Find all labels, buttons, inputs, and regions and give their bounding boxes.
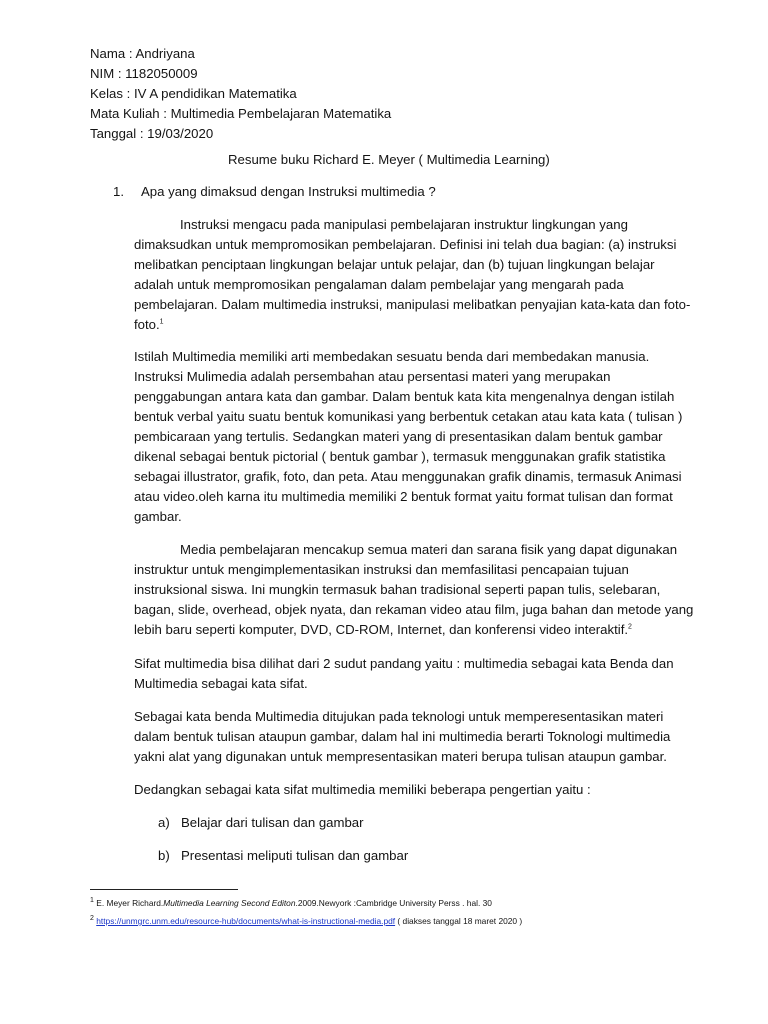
- footnote-1-author: E. Meyer Richard.: [96, 898, 164, 908]
- footnote-2-note: ( diakses tanggal 18 maret 2020 ): [395, 916, 523, 926]
- paragraph-3-line: bagan, slide, overhead, objek nyata, dan rekaman video atau film, juga bahan dan metode yang: [134, 602, 694, 617]
- list-item-b: Presentasi meliputi tulisan dan gambar: [181, 848, 409, 863]
- paragraph-1-last-text: foto.: [134, 317, 160, 332]
- footnote-ref-2[interactable]: 2: [628, 623, 632, 631]
- paragraph-5-line: dalam bentuk tulisan ataupun gambar, dalam hal ini multimedia berarti Toknologi multimedia: [134, 729, 671, 744]
- footnote-2-mark: 2: [90, 915, 94, 923]
- paragraph-5-line: yakni alat yang digunakan untuk mempresentasikan materi berupa tulisan ataupun gambar.: [134, 749, 667, 764]
- footnote-2-link[interactable]: https://unmgrc.unm.edu/resource-hub/documents/what-is-instructional-media.pdf: [96, 916, 396, 926]
- paragraph-1-line: Instruksi mengacu pada manipulasi pembelajaran instruktur lingkungan yang: [180, 217, 628, 232]
- paragraph-3-line: instruktur untuk mengimplementasikan instruksi dan memfasilitasi pencapaian tujuan: [134, 562, 629, 577]
- paragraph-1-line: adalah untuk mempromosikan pengalaman dalam pembelajar yang mengarah pada: [134, 277, 624, 292]
- paragraph-2-line: Istilah Multimedia memiliki arti membedakan sesuatu benda dari membedakan manusia.: [134, 349, 650, 364]
- footnote-1: [90, 898, 492, 909]
- paragraph-3-line: [134, 622, 632, 638]
- date-info: Tanggal : 19/03/2020: [90, 126, 214, 141]
- paragraph-2-line: sebagai illustrator, grafik, foto, dan peta. Atau menggunakan grafik dinamis, termasuk Animasi: [134, 469, 682, 484]
- paragraph-2-line: dikenal sebagai bentuk pictorial ( bentuk gambar ), termasuk menggunakan grafik statistika: [134, 449, 666, 464]
- paragraph-3-line: instruksional siswa. Ini mungkin termasuk bahan tradisional seperti papan tulis, selebaran,: [134, 582, 661, 597]
- paragraph-2-line: gambar.: [134, 509, 182, 524]
- class-info: Kelas : IV A pendidikan Matematika: [90, 86, 297, 101]
- paragraph-1-line: pembelajaran. Dalam multimedia instruksi, manipulasi melibatkan penyajian kata-kata dan foto-: [134, 297, 691, 312]
- list-marker-b: b): [158, 848, 170, 863]
- paragraph-1-line: dimaksudkan untuk mempromosikan pembelajaran. Definisi ini telah dua bagian: (a) instruksi: [134, 237, 677, 252]
- paragraph-2-line: penggabungan antara kata dan gambar. Dalam bentuk kata kita mengenalnya dengan istilah: [134, 389, 675, 404]
- paragraph-2-line: atau video.oleh karna itu multimedia memiliki 2 bentuk format yaitu format tulisan dan format: [134, 489, 673, 504]
- student-name: Nama : Andriyana: [90, 46, 195, 61]
- footnote-2: [90, 916, 522, 927]
- footnote-1-mark: 1: [90, 897, 94, 905]
- footnote-1-rest: .2009.Newyork :Cambridge University Perss . hal. 30: [295, 898, 492, 908]
- paragraph-4-line: Multimedia sebagai kata sifat.: [134, 676, 308, 691]
- paragraph-5-line: Sebagai kata benda Multimedia ditujukan pada teknologi untuk memperesentasikan materi: [134, 709, 664, 724]
- question-text: Apa yang dimaksud dengan Instruksi multimedia ?: [141, 184, 436, 199]
- paragraph-3-last-text: lebih baru seperti komputer, DVD, CD-ROM, Internet, dan konferensi video interaktif.: [134, 622, 629, 637]
- footnote-separator: [90, 889, 238, 890]
- list-item-a: Belajar dari tulisan dan gambar: [181, 815, 364, 830]
- paragraph-2-line: bentuk verbal yaitu suatu bentuk komunikasi yang berbentuk cetakan atau kata kata ( tulisan ): [134, 409, 683, 424]
- course-info: Mata Kuliah : Multimedia Pembelajaran Matematika: [90, 106, 392, 121]
- paragraph-2-line: Instruksi Mulimedia adalah persembahan atau persentasi materi yang merupakan: [134, 369, 611, 384]
- paragraph-1-line: melibatkan penciptaan lingkungan belajar untuk pelajar, dan (b) tujuan lingkungan belajar: [134, 257, 655, 272]
- paragraph-1-line: [134, 317, 164, 333]
- paragraph-4-line: Sifat multimedia bisa dilihat dari 2 sudut pandang yaitu : multimedia sebagai kata Benda dan: [134, 656, 674, 671]
- paragraph-3-line: Media pembelajaran mencakup semua materi dan sarana fisik yang dapat digunakan: [180, 542, 678, 557]
- footnote-1-book: Multimedia Learning Second Editon: [163, 898, 296, 908]
- question-number: 1.: [113, 184, 124, 199]
- student-id: NIM : 1182050009: [90, 66, 198, 81]
- footnote-ref-1[interactable]: 1: [159, 318, 164, 326]
- list-marker-a: a): [158, 815, 170, 830]
- document-title: Resume buku Richard E. Meyer ( Multimedia Learning): [228, 152, 550, 167]
- paragraph-2-line: pembicaraan yang tertulis. Sedangkan materi yang di presentasikan dalam bentuk gambar: [134, 429, 663, 444]
- paragraph-6: Dedangkan sebagai kata sifat multimedia memiliki beberapa pengertian yaitu :: [134, 782, 591, 797]
